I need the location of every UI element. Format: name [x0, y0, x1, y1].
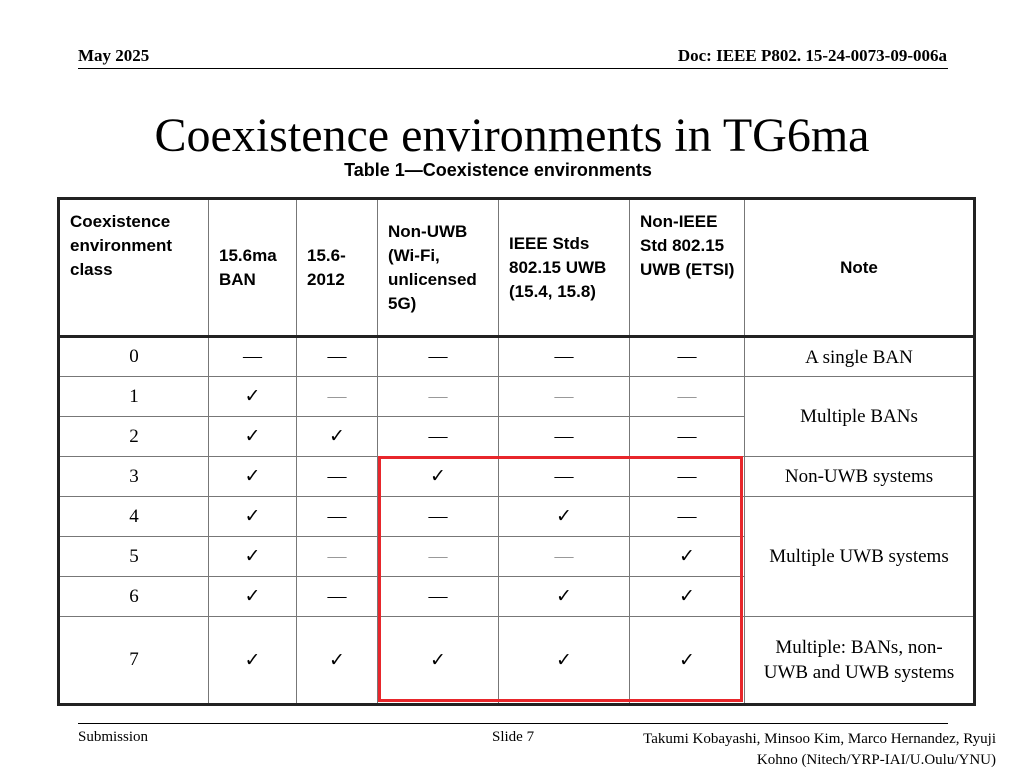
ieee-uwb-cell: ✓: [499, 617, 630, 705]
std2012-cell: —: [297, 497, 378, 537]
class-cell: 0: [59, 337, 209, 377]
class-cell: 7: [59, 617, 209, 705]
non-uwb-cell: ✓: [378, 457, 499, 497]
note-cell: A single BAN: [745, 337, 975, 377]
std2012-cell: ✓: [297, 617, 378, 705]
non-ieee-uwb-cell: ✓: [630, 617, 745, 705]
std2012-cell: —: [297, 537, 378, 577]
ban-cell: ✓: [209, 617, 297, 705]
ban-cell: —: [209, 337, 297, 377]
header-divider: [78, 68, 948, 69]
coexistence-table: [57, 197, 976, 706]
non-uwb-cell: —: [378, 337, 499, 377]
footer-authors-line2: Kohno (Nitech/YRP-IAI/U.Oulu/YNU): [756, 752, 996, 768]
ieee-uwb-cell: ✓: [499, 577, 630, 617]
note-cell: Multiple BANs: [745, 377, 975, 457]
ban-cell: ✓: [209, 457, 297, 497]
ban-cell: ✓: [209, 577, 297, 617]
column-header-2012: 15.6-2012: [297, 199, 378, 337]
ban-cell: ✓: [209, 417, 297, 457]
header-date: May 2025: [78, 46, 150, 65]
class-cell: 4: [59, 497, 209, 537]
table-row: [59, 497, 975, 537]
class-cell: 3: [59, 457, 209, 497]
non-ieee-uwb-cell: —: [630, 417, 745, 457]
ieee-uwb-cell: —: [499, 457, 630, 497]
class-cell: 1: [59, 377, 209, 417]
column-header-non-uwb: Non-UWB (Wi-Fi, unlicensed 5G): [378, 199, 499, 337]
column-header-non-ieee-uwb: Non-IEEE Std 802.15 UWB (ETSI): [630, 199, 745, 337]
non-ieee-uwb-cell: —: [630, 497, 745, 537]
ieee-uwb-cell: —: [499, 537, 630, 577]
ieee-uwb-cell: —: [499, 337, 630, 377]
class-cell: 6: [59, 577, 209, 617]
column-header-ban: 15.6ma BAN: [209, 199, 297, 337]
table-row: [59, 617, 975, 705]
table-row: [59, 457, 975, 497]
std2012-cell: —: [297, 577, 378, 617]
ban-cell: ✓: [209, 537, 297, 577]
class-cell: 5: [59, 537, 209, 577]
non-ieee-uwb-cell: ✓: [630, 577, 745, 617]
footer-divider: [78, 723, 948, 724]
non-uwb-cell: —: [378, 497, 499, 537]
note-cell: Multiple: BANs, non-UWB and UWB systems: [745, 617, 975, 705]
header-doc-id: Doc: IEEE P802. 15-24-0073-09-006a: [677, 46, 947, 65]
footer-slide-number: Slide 7: [492, 729, 535, 745]
note-cell: Multiple UWB systems: [745, 497, 975, 617]
std2012-cell: —: [297, 377, 378, 417]
ban-cell: ✓: [209, 497, 297, 537]
non-uwb-cell: ✓: [378, 617, 499, 705]
non-ieee-uwb-cell: —: [630, 337, 745, 377]
non-ieee-uwb-cell: —: [630, 457, 745, 497]
column-header-note: Note: [745, 199, 975, 337]
table-caption: Table 1—Coexistence environments: [344, 160, 652, 180]
footer-authors: [576, 729, 996, 771]
column-header-ieee-uwb: IEEE Stds 802.15 UWB (15.4, 15.8): [499, 199, 630, 337]
non-ieee-uwb-cell: ✓: [630, 537, 745, 577]
table-row: [59, 377, 975, 417]
ieee-uwb-cell: —: [499, 377, 630, 417]
std2012-cell: ✓: [297, 417, 378, 457]
ban-cell: ✓: [209, 377, 297, 417]
column-header-class: Coexistence environment class: [59, 199, 209, 337]
table-header-row: [59, 199, 975, 337]
non-ieee-uwb-cell: —: [630, 377, 745, 417]
footer-submission: Submission: [78, 729, 149, 745]
table-row: [59, 337, 975, 377]
note-cell: Non-UWB systems: [745, 457, 975, 497]
non-uwb-cell: —: [378, 577, 499, 617]
non-uwb-cell: —: [378, 417, 499, 457]
ieee-uwb-cell: —: [499, 417, 630, 457]
std2012-cell: —: [297, 337, 378, 377]
ieee-uwb-cell: ✓: [499, 497, 630, 537]
std2012-cell: —: [297, 457, 378, 497]
footer-authors-line1: Takumi Kobayashi, Minsoo Kim, Marco Hernandez, Ryuji: [643, 731, 996, 747]
slide-title: Coexistence environments in TG6ma: [154, 109, 870, 162]
non-uwb-cell: —: [378, 377, 499, 417]
non-uwb-cell: —: [378, 537, 499, 577]
class-cell: 2: [59, 417, 209, 457]
